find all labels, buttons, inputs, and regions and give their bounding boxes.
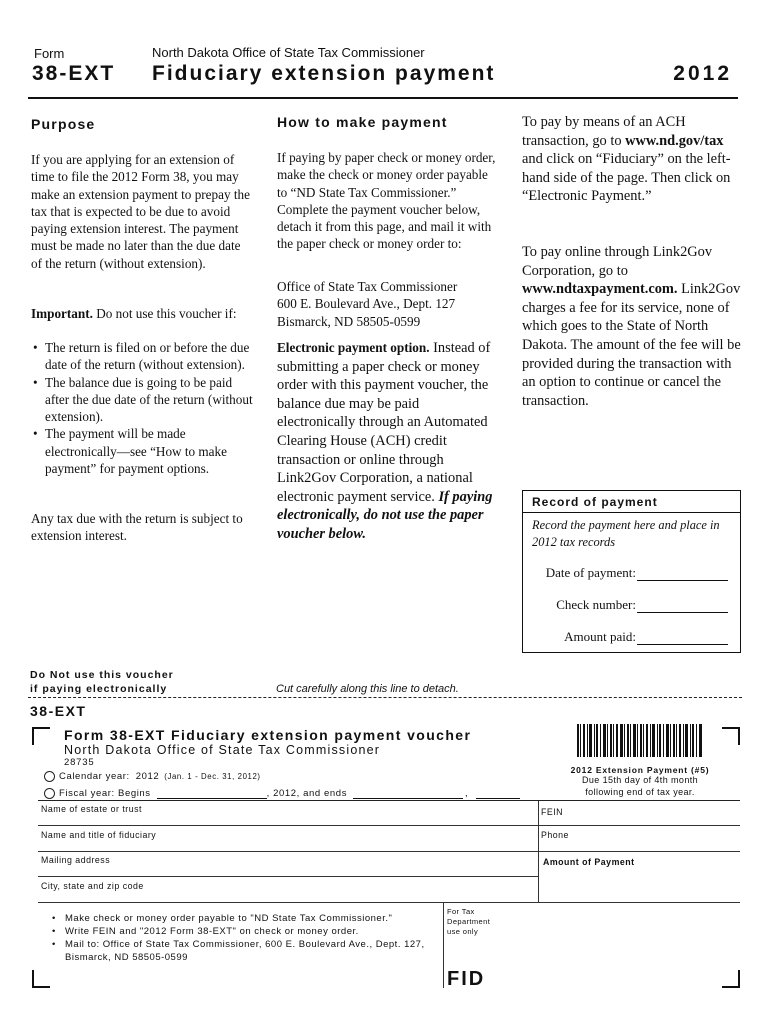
dept-use-note <box>447 907 490 937</box>
corner-mark-top-right <box>722 727 740 745</box>
cut-line[interactable] <box>28 697 742 698</box>
electronic-warning-note <box>30 668 174 696</box>
ach-text-end: and click on “Fiduciary” on the left-hand side of the page. Then click on “Electronic Payment.” <box>522 151 731 205</box>
form-number: 38-EXT <box>32 62 116 85</box>
due-line: following end of tax year. <box>585 786 695 797</box>
voucher-agency: North Dakota Office of State Tax Commissioner <box>64 743 381 757</box>
header-rule <box>28 97 738 99</box>
warning-line: if paying electronically <box>30 683 168 695</box>
amount-paid-row <box>564 629 728 645</box>
fein-label: FEIN <box>541 807 564 817</box>
fiscal-end-field[interactable] <box>353 789 463 799</box>
fiduciary-label: Name and title of fiduciary <box>41 830 157 840</box>
important-text: Do not use this voucher if: <box>96 306 237 321</box>
fiscal-year-mid: , 2012, and ends <box>266 788 348 799</box>
list-item: • The return is filed on or before the due date of the return (without extension). <box>31 339 253 374</box>
dept-use-line: Department <box>447 917 491 926</box>
link2gov-paragraph <box>522 243 744 410</box>
amount-of-payment-label: Amount of Payment <box>543 857 635 867</box>
cut-instruction: Cut carefully along this line to detach. <box>276 683 459 695</box>
grid-divider <box>38 825 538 826</box>
voucher-id: 38-EXT <box>30 703 87 719</box>
dept-use-line: use only <box>447 927 479 936</box>
calendar-year-radio[interactable] <box>44 771 55 782</box>
estate-name-label: Name of estate or trust <box>41 804 142 814</box>
ndtaxpayment-link[interactable]: www.ndtaxpayment.com. <box>522 281 678 298</box>
corner-mark-bottom-left <box>32 970 50 988</box>
mailing-address-field[interactable] <box>158 853 536 875</box>
agency-name: North Dakota Office of State Tax Commissioner <box>152 45 425 60</box>
list-item: • Make check or money order payable to "ND State Tax Commissioner." <box>52 912 427 925</box>
electronic-label: Electronic payment option. <box>277 340 430 355</box>
grid-divider <box>38 902 740 903</box>
fiscal-begin-field[interactable] <box>157 789 267 799</box>
dept-use-line: For Tax <box>447 907 475 916</box>
voucher-title: Form 38-EXT Fiduciary extension payment voucher <box>64 727 472 743</box>
amount-of-payment-field[interactable] <box>540 871 738 901</box>
corner-mark-top-left <box>32 727 50 745</box>
ach-text-start: To pay by means of an ACH transaction, go to <box>522 114 686 149</box>
mailing-address-label: Mailing address <box>41 855 111 865</box>
ach-paragraph <box>522 113 744 206</box>
electronic-option <box>277 339 499 544</box>
fiscal-year-radio[interactable] <box>44 788 55 799</box>
fiscal-end-year-field[interactable] <box>476 789 520 799</box>
list-item: • The balance due is going to be paid after the due date of the return (without extension). <box>31 374 253 426</box>
due-date-note <box>560 775 720 798</box>
purpose-heading: Purpose <box>31 116 96 132</box>
calendar-year-value: 2012 <box>135 771 160 782</box>
important-note <box>31 305 253 322</box>
mailing-address-block <box>277 278 499 330</box>
record-heading: Record of payment <box>523 491 740 513</box>
grid-divider <box>538 825 740 826</box>
grid-divider <box>38 851 538 852</box>
important-label: Important. <box>31 306 93 321</box>
paper-payment-text: If paying by paper check or money order, make the check or money order payable to “ND State Tax Commissioner.” Complete the payment voucher below, detach it from this page, and mail it with the paper check or money order to: <box>277 150 496 252</box>
grid-divider <box>538 851 740 852</box>
record-note: Record the payment here and place in 2012 tax records <box>532 518 720 549</box>
electronic-text: Instead of submitting a paper check or money order with this payment voucher, the balance due may be paid electronically through an Automated Clearing House (ACH) credit transaction or online through Link2Gov Corporation, a national electronic payment service. <box>277 340 491 505</box>
estate-name-field[interactable] <box>168 802 536 824</box>
check-number-field[interactable] <box>637 599 728 613</box>
city-state-zip-label: City, state and zip code <box>41 881 144 891</box>
date-of-payment-label: Date of payment: <box>545 565 636 580</box>
check-number-label: Check number: <box>556 597 636 612</box>
city-state-zip-field[interactable] <box>168 878 536 901</box>
fid-label: FID <box>447 968 486 990</box>
fiscal-year-row <box>44 788 520 799</box>
corner-mark-bottom-right <box>722 970 740 988</box>
fiscal-comma: , <box>465 788 469 799</box>
how-to-pay-heading: How to make payment <box>277 114 448 130</box>
electronic-warning: If paying electronically, do not use the paper voucher below. <box>277 488 493 542</box>
form-label: Form <box>34 46 65 61</box>
dept-use-divider <box>443 902 444 988</box>
date-of-payment-row <box>546 565 728 581</box>
address-line: Office of State Tax Commissioner <box>277 279 458 294</box>
list-item: • Mail to: Office of State Tax Commissioner, 600 E. Boulevard Ave., Dept. 127, Bismarck, ND 58505-0599 <box>52 938 427 964</box>
phone-label: Phone <box>541 830 569 840</box>
calendar-year-label: Calendar year: <box>59 771 130 782</box>
purpose-intro: If you are applying for an extension of time to file the 2012 Form 38, you may make an extension payment to prepay the tax that is expected to be due to avoid paying extension interest. The payment must be made no later than the due date of the return (without extension). <box>31 152 250 271</box>
calendar-year-row <box>44 771 261 782</box>
barcode-image <box>577 724 702 757</box>
list-item: • Write FEIN and "2012 Form 38-EXT" on check or money order. <box>52 925 427 938</box>
fiduciary-field[interactable] <box>188 827 536 850</box>
purpose-closing: Any tax due with the return is subject to extension interest. <box>31 511 243 544</box>
check-number-row <box>556 597 728 613</box>
phone-field[interactable] <box>578 827 738 850</box>
payment-type: 2012 Extension Payment (#5) <box>570 765 710 775</box>
grid-divider <box>538 801 539 903</box>
record-of-payment-box <box>522 490 741 653</box>
due-line: Due 15th day of 4th month <box>581 775 699 785</box>
voucher-code: 28735 <box>64 757 95 768</box>
nd-tax-link[interactable]: www.nd.gov/tax <box>625 132 724 149</box>
grid-divider <box>38 876 538 877</box>
tax-year: 2012 <box>673 62 732 85</box>
fein-field[interactable] <box>568 802 738 824</box>
amount-paid-label: Amount paid: <box>564 629 636 644</box>
page-title: Fiduciary extension payment <box>152 62 496 85</box>
fiscal-year-label: Fiscal year: Begins <box>59 788 151 799</box>
voucher-instructions <box>52 912 427 964</box>
date-of-payment-field[interactable] <box>637 567 728 581</box>
link2gov-text-start: To pay online through Link2Gov Corporation, go to <box>522 244 713 279</box>
address-line: 600 E. Boulevard Ave., Dept. 127 <box>277 296 456 312</box>
amount-paid-field[interactable] <box>637 631 728 645</box>
list-item: • The payment will be made electronically—see “How to make payment” for payment options. <box>31 425 253 477</box>
address-line: Bismarck, ND 58505-0599 <box>277 313 421 329</box>
voucher-fields-grid <box>38 800 740 902</box>
calendar-year-range: (Jan. 1 - Dec. 31, 2012) <box>164 772 261 781</box>
exclusion-list <box>31 339 253 477</box>
link2gov-text-end: Link2Gov charges a fee for its service, none of which goes to the State of North Dakota. The amount of the fee will be provided during the transaction with an option to continue or cancel the transaction. <box>522 281 741 409</box>
warning-line: Do Not use this voucher <box>30 669 174 681</box>
